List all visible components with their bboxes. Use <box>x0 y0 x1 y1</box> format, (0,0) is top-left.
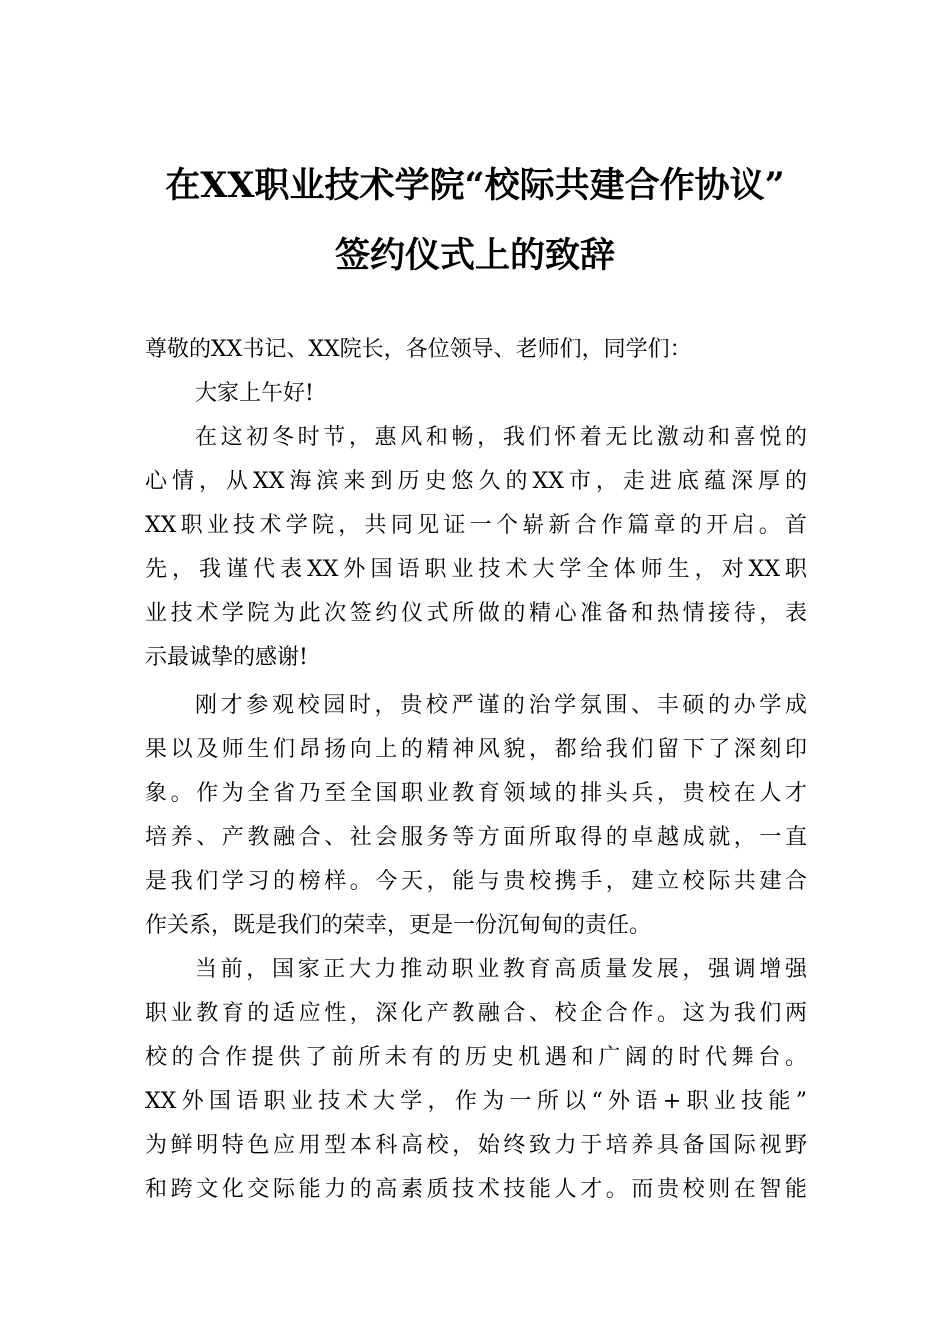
body-line: 心情，从XX海滨来到历史悠久的XX市，走进底蕴深厚的 <box>145 469 807 494</box>
document-title-line-1: 在XX职业技术学院“校际共建合作协议” <box>165 165 785 206</box>
body-line: 作关系，既是我们的荣幸，更是一份沉甸甸的责任。 <box>145 913 652 938</box>
body-line: 是我们学习的榜样。今天，能与贵校携手，建立校际共建合 <box>145 869 807 894</box>
body-line: 示最诚挚的感谢! <box>145 645 308 670</box>
body-line: XX外国语职业技术大学，作为一所以“外语+职业技能” <box>145 1089 807 1114</box>
body-line: XX职业技术学院，共同见证一个崭新合作篇章的开启。首 <box>145 513 807 538</box>
body-line: 为鲜明特色应用型本科高校，始终致力于培养具备国际视野 <box>145 1133 807 1158</box>
document-title-line-2: 签约仪式上的致辞 <box>334 235 615 276</box>
body-line: 在这初冬时节，惠风和畅，我们怀着无比激动和喜悦的 <box>195 425 807 450</box>
body-line: 当前，国家正大力推动职业教育高质量发展，强调增强 <box>195 957 807 982</box>
salutation: 尊敬的XX书记、XX院长，各位领导、老师们，同学们： <box>145 337 692 362</box>
body-line: 校的合作提供了前所未有的历史机遇和广阔的时代舞台。 <box>145 1045 807 1070</box>
body-line: 业技术学院为此次签约仪式所做的精心准备和热情接待，表 <box>145 601 807 626</box>
body-line: 培养、产教融合、社会服务等方面所取得的卓越成就，一直 <box>145 825 807 850</box>
body-line: 果以及师生们昂扬向上的精神风貌，都给我们留下了深刻印 <box>145 737 807 762</box>
body-line: 先，我谨代表XX外国语职业技术大学全体师生，对XX职 <box>145 557 807 582</box>
greeting: 大家上午好! <box>195 381 314 406</box>
body-line: 职业教育的适应性，深化产教融合、校企合作。这为我们两 <box>145 1001 807 1026</box>
body-line: 刚才参观校园时，贵校严谨的治学氛围、丰硕的办学成 <box>195 693 807 718</box>
body-line: 象。作为全省乃至全国职业教育领域的排头兵，贵校在人才 <box>145 781 807 806</box>
body-line: 和跨文化交际能力的高素质技术技能人才。而贵校则在智能 <box>145 1177 807 1202</box>
